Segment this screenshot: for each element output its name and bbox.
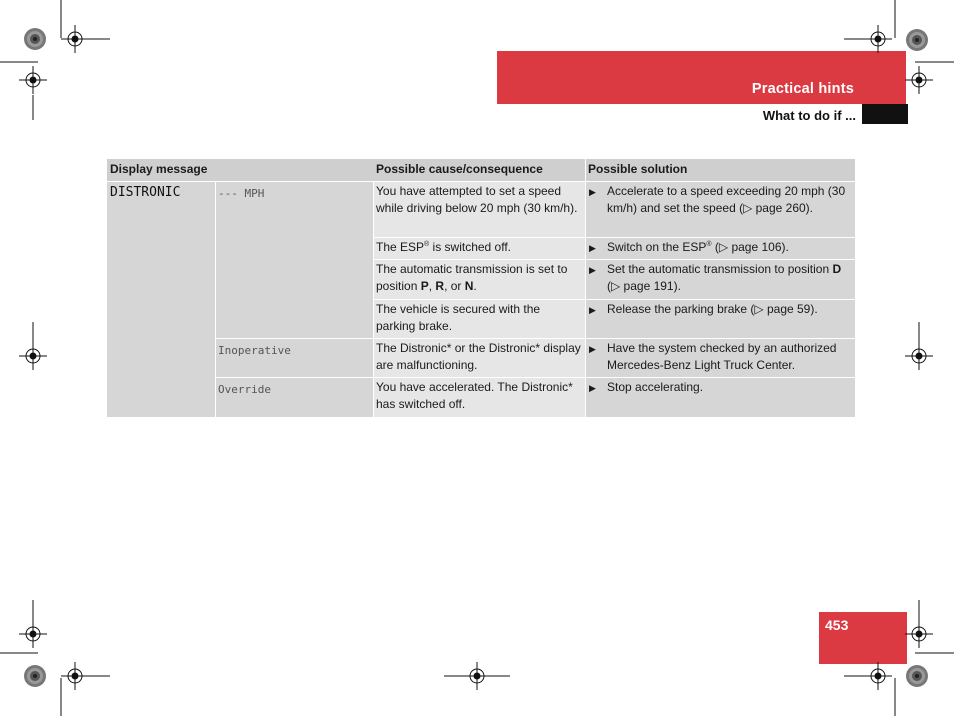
solution-text: Have the system checked by an authorized Mercedes-Benz Light Truck Center. <box>607 341 837 372</box>
solution-text: (▷ page 191). <box>607 279 681 293</box>
gear-n: N <box>464 279 474 293</box>
solution-text: Stop accelerating. <box>607 380 704 394</box>
cause-row-5: The Distronic* or the Distronic* display are malfunctioning. <box>373 338 585 377</box>
bullet-icon: ▶ <box>589 344 596 354</box>
header-cause: Possible cause/consequence <box>373 159 585 181</box>
display-distronic: DISTRONIC <box>107 181 215 417</box>
gear-d: D <box>832 262 842 276</box>
gear-p: P <box>420 279 429 293</box>
msg-mph: --- MPH <box>215 181 373 338</box>
msg-override: Override <box>215 377 373 417</box>
cause-text: is switched off. <box>429 240 512 254</box>
section-title: Practical hints <box>751 81 854 97</box>
header-solution: Possible solution <box>585 159 855 181</box>
bullet-icon: ▶ <box>589 187 596 197</box>
solution-text: Accelerate to a speed exceeding 20 mph (30 km/h) and set the speed (▷ page 260). <box>607 184 846 215</box>
header-display-message: Display message <box>107 159 373 181</box>
registered-mark: ® <box>424 241 430 248</box>
gear-r: R <box>435 279 445 293</box>
solution-text: Switch on the ESP <box>607 240 707 254</box>
cause-text: The ESP <box>376 240 425 254</box>
cause-row-4: The vehicle is secured with the parking brake. <box>373 299 585 338</box>
page-number: 453 <box>825 617 849 633</box>
solution-text: (▷ page 106). <box>711 240 789 254</box>
cause-row-3: The automatic transmission is set to position P, R, or N. <box>373 259 585 299</box>
cause-row-6: You have accelerated. The Distronic* has switched off. <box>373 377 585 417</box>
registered-mark: ® <box>706 241 712 248</box>
bullet-icon: ▶ <box>589 305 596 315</box>
bullet-icon: ▶ <box>589 243 596 253</box>
solution-text: Set the automatic transmission to position <box>607 262 833 276</box>
bullet-icon: ▶ <box>589 265 596 275</box>
bullet-icon: ▶ <box>589 383 596 393</box>
subsection-title: What to do if ... <box>762 108 856 123</box>
solution-text: Release the parking brake (▷ page 59). <box>607 302 818 316</box>
cause-text: The automatic transmission is set to position <box>376 262 568 293</box>
msg-inoperative: Inoperative <box>215 338 373 377</box>
cause-row-1: You have attempted to set a speed while driving below 20 mph (30 km/h). <box>373 181 585 237</box>
